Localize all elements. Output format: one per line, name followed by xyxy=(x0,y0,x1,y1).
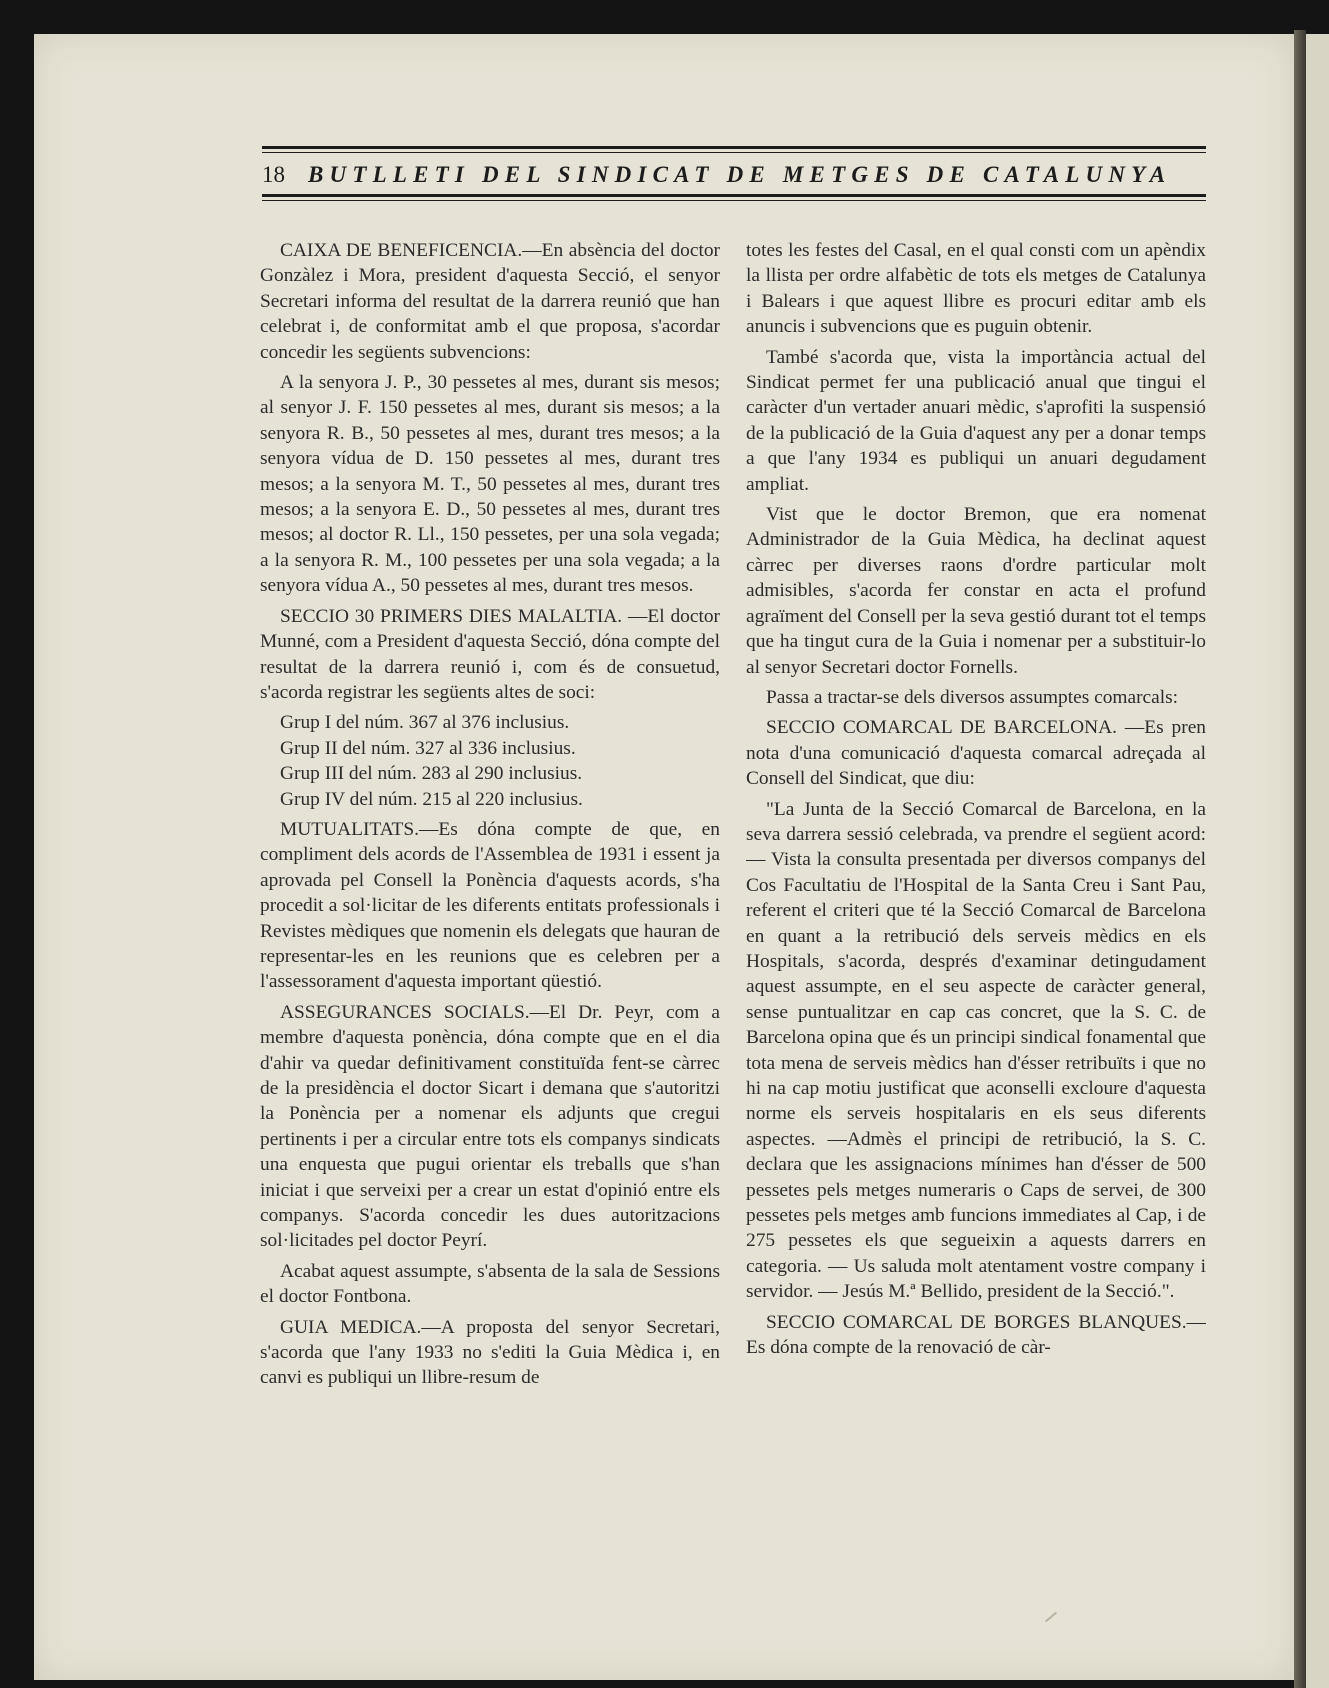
paragraph-absencia: Acabat aquest assumpte, s'absenta de la sala de Sessions el doctor Fontbona. xyxy=(260,1260,720,1308)
paragraph-quoted-letter: "La Junta de la Secció Comarcal de Barcelona, en la seva darrera sessió celebrada, va prendre el següent acord: — Vista la consulta presentada per diversos companys del Cos Facultatiu de l'Hospital de la Santa Creu i Sant Pau, referent el criteri que té la Secció Comarcal de Barcelona en quant a la retribució dels serveis mèdics en els Hospitals, s'acorda, després d'examinar detingudament aquest assumpte, en el seu aspecte de caràcter general, sense puntualitzar en cap cas concret, que la S. C. de Barcelona opina que és un principi sindical fonamental que tota mena de serveis mèdics han d'ésser retribuïts i que no hi na cap motiu justificat que aconselli excloure d'aquesta norme els serveis hospitalaris en els seus diferents aspectes. —Admès el principi de retribució, la S. C. declara que les assignacions mínimes han d'ésser de 500 pessetes pels metges numeraris o Caps de servei, de 300 pessetes pels metges amb funcions immediates al Cap, i de 275 pessetes els que segueixin a aquests darrers en categoria. — Us saluda molt atentament vostre company i servidor. — Jesús M.ª Bellido, president de la Secció.". xyxy=(746,798,1206,1303)
grup-line: Grup I del núm. 367 al 376 inclusius. xyxy=(280,712,570,734)
paragraph-anuari: També s'acorda que, vista la importància actual del Sindicat permet fer una publicació anual que tingui el caràcter d'un vertader anuari mèdic, s'aprofiti la suspensió de la publicació de la Guia d'aquest any per a donar temps a que l'any 1934 es publiqui un anuari degudament ampliat. xyxy=(746,346,1206,495)
running-header xyxy=(262,146,1206,208)
grup-line: Grup II del núm. 327 al 336 inclusius. xyxy=(280,737,576,759)
page-number: 18 xyxy=(262,162,285,187)
next-page-edge xyxy=(1306,34,1329,1688)
header-rule xyxy=(262,194,1206,197)
paragraph-seccio-malaltia: SECCIO 30 PRIMERS DIES MALALTIA. —El doctor Munné, com a President d'aquesta Secció, dóna compte del resultat de la darrera reunió i, com és de consuetud, s'acorda registrar les següents altes de soci: xyxy=(260,605,720,703)
paragraph-comarcal-borges: SECCIO COMARCAL DE BORGES BLANQUES.—Es dóna compte de la renovació de càr- xyxy=(746,1311,1206,1359)
grup-line: Grup III del núm. 283 al 290 inclusius. xyxy=(280,763,583,785)
paragraph-subvencions: A la senyora J. P., 30 pessetes al mes, durant sis mesos; al senyor J. F. 150 pessetes al mes, durant sis mesos; a la senyora R. B., 50 pessetes al mes, durant tres mesos; a la senyora vídua de D. 150 pessetes al mes, durant tres mesos; a la senyora M. T., 50 pessetes al mes, durant tres mesos; a la senyora E. D., 50 pessetes al mes, durant tres mesos; al doctor R. Ll., 150 pessetes, per una sola vegada; a la senyora R. M., 100 pessetes per una sola vegada; a la senyora vídua A., 50 pessetes al mes, durant tres mesos. xyxy=(260,372,720,597)
paragraph-administrador: Vist que le doctor Bremon, que era nomenat Administrador de la Guia Mèdica, ha declinat aquest càrrec per diverses raons d'ordre particular molt admisibles, s'acorda fer constar en acta el profund agraïment del Consell per la seva gestió durant tot el temps que ha tingut cura de la Guia i nomenar per a substituir-lo al senyor Secretari doctor Fornells. xyxy=(746,504,1206,678)
paragraph-caixa-beneficencia: CAIXA DE BENEFICENCIA.—En absència del doctor Gonzàlez i Mora, president d'aquesta Secció, el senyor Secretari informa del resultat de la darrera reunió que han celebrat i, de conformitat amb el que proposa, s'acordar concedir les següents subvencions: xyxy=(260,240,720,363)
header-row xyxy=(262,160,1206,190)
paragraph-guia-continuation: totes les festes del Casal, en el qual consti com un apèndix la llista per ordre alfabètic de tots els metges de Catalunya i Balears i que aquest llibre es procuri editar amb els anuncis i subvencions que es puguin obtenir. xyxy=(746,240,1206,338)
paragraph-guia-medica: GUIA MEDICA.—A proposta del senyor Secretari, s'acorda que l'any 1933 no s'editi la Guia Mèdica i, en canvi es publiqui un llibre-resum de xyxy=(260,1316,720,1389)
paragraph-mutualitats: MUTUALITATS.—Es dóna compte de que, en compliment dels acords de l'Assemblea de 1931 i essent ja aprovada pel Consell la Ponència d'aquests acords, s'ha procedit a sol·licitar de les diferents entitats professionals i Revistes mèdiques que nomenin els delegats que hauran de representar-les en les reunions que es celebren per a l'assessorament d'aquesta important qüestió. xyxy=(260,818,720,993)
paragraph-comarcal-barcelona: SECCIO COMARCAL DE BARCELONA. —Es pren nota d'una comunicació d'aquesta comarcal adreçada al Consell del Sindicat, que diu: xyxy=(746,717,1206,790)
header-rule xyxy=(262,152,1206,153)
page-spine xyxy=(1294,30,1306,1688)
paragraph-assumptes-comarcals: Passa a tractar-se dels diversos assumptes comarcals: xyxy=(766,686,1179,708)
right-column xyxy=(746,238,1206,1558)
grup-line: Grup IV del núm. 215 al 220 inclusius. xyxy=(280,788,583,810)
journal-title: BUTLLETI DEL SINDICAT DE METGES DE CATALUNYA xyxy=(308,162,1172,187)
paragraph-assegurances-socials: ASSEGURANCES SOCIALS.—El Dr. Peyr, com a membre d'aquesta ponència, dóna compte que en el dia d'ahir va quedar definitivament constituïda fent-se càrrec de la presidència el doctor Sicart i demana que s'autoritzi la Ponència per a nomenar els adjunts que cregui pertinents i per a circular entre tots els companys sindicats una enquesta que pugui orientar els treballs que s'han iniciat i que serveixi per a crear un estat d'opinió entre els companys. S'acorda concedir les dues autoritzacions sol·licitades pel doctor Peyrí. xyxy=(260,1001,720,1252)
header-rule xyxy=(262,146,1206,149)
header-rule xyxy=(262,200,1206,201)
left-column xyxy=(260,238,720,1558)
paper-blemish xyxy=(1045,1612,1057,1623)
